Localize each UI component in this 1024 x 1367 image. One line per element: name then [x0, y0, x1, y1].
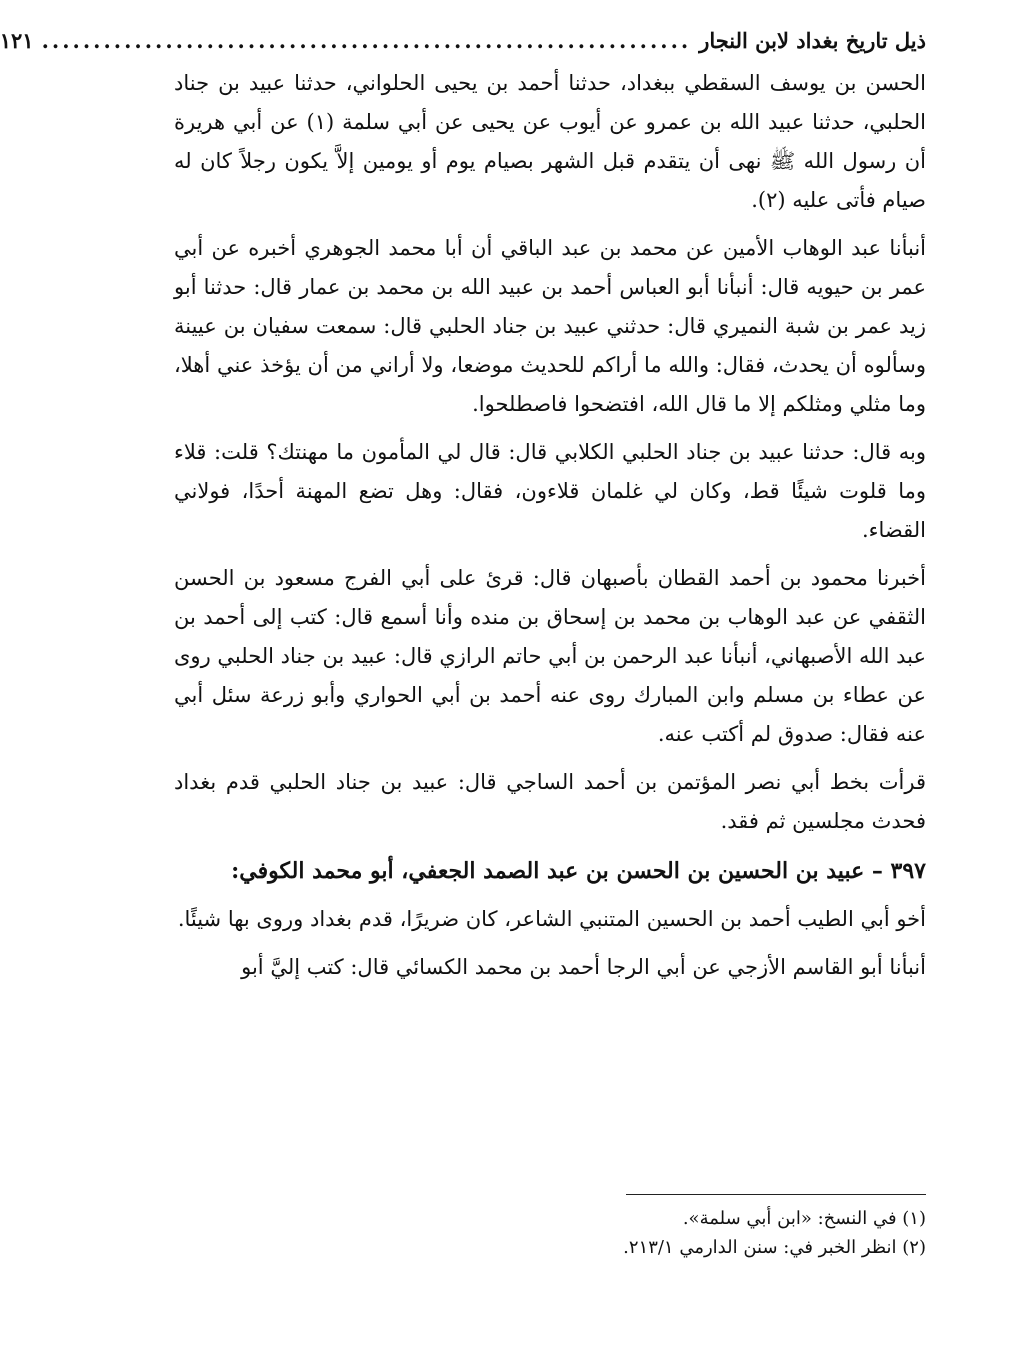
running-header — [0, 28, 926, 64]
paragraph-5 — [174, 763, 926, 841]
entry-heading: ٣٩٧ – عبيد بن الحسين بن الحسن بن عبد الصمد الجعفي، أبو محمد الكوفي: — [231, 858, 926, 884]
paragraph-text: وبه قال: حدثنا عبيد بن جناد الحلبي الكلابي قال: قال لي المأمون ما مهنتك؟ قلت: قلاء وما قلوت شيئًا قط، وكان لي غلمان قلاءون، فقال: وهل تضع المهنة أحدًا، فولاني القضاء. — [174, 440, 926, 542]
page-number: ١٢١ — [0, 28, 34, 53]
paragraph-text: أنبأنا أبو القاسم الأزجي عن أبي الرجا أحمد بن محمد الكسائي قال: كتب إليَّ أبو — [241, 955, 926, 979]
book-title: ذيل تاريخ بغداد لابن النجار — [699, 28, 926, 53]
paragraph-6 — [174, 900, 926, 939]
paragraph-text: أخو أبي الطيب أحمد بن الحسين المتنبي الشاعر، كان ضريرًا، قدم بغداد وروى بها شيئًا. — [177, 907, 926, 931]
paragraph-text: أنبأنا عبد الوهاب الأمين عن محمد بن عبد الباقي أن أبا محمد الجوهري أخبره عن أبي عمر بن حيويه قال: أنبأنا أبو العباس أحمد بن عبيد الله بن محمد بن عمار قال: حدثنا أبو زيد عمر بن شبة النميري قال: حدثني عبيد بن جناد الحلبي قال: سمعت سفيان بن عيينة وسألوه أن يحدث، فقال: والله ما أراكم للحديث موضعا، ولا أراني من أن يؤخذ عني أهلا، وما مثلي ومثلكم إلا ما قال الله، افتضحوا فاصطلحوا. — [174, 236, 926, 416]
footnote-divider — [626, 1194, 926, 1195]
paragraph-text: قرأت بخط أبي نصر المؤتمن بن أحمد الساجي قال: عبيد بن جناد الحلبي قدم بغداد فحدث مجلسين ثم فقد. — [174, 770, 926, 833]
footnote-1: (١) في النسخ: «ابن أبي سلمة». — [682, 1208, 926, 1229]
paragraph-3 — [174, 433, 926, 550]
leader-dots: ............................................................... — [41, 28, 692, 53]
footnotes — [174, 1204, 926, 1262]
book-page — [0, 28, 926, 1328]
paragraph-2 — [174, 229, 926, 424]
paragraph-7 — [174, 948, 926, 987]
paragraph-4 — [174, 559, 926, 754]
footnote-2: (٢) انظر الخبر في: سنن الدارمي ٢١٣/١. — [623, 1237, 926, 1258]
paragraph-text: أخبرنا محمود بن أحمد القطان بأصبهان قال: قرئ على أبي الفرج مسعود بن الحسن الثقفي عن عبد الوهاب بن محمد بن إسحاق بن منده وأنا أسمع قال: كتب إلى أحمد بن عبد الله الأصبهاني، أنبأنا عبد الرحمن بن أبي حاتم الرازي قال: عبيد بن جناد الحلبي روى عن عطاء بن مسلم وابن المبارك روى عنه أحمد بن أبي الحواري وأبو زرعة سئل أبي عنه فقال: صدوق لم أكتب عنه. — [174, 566, 926, 746]
paragraph-1 — [174, 64, 926, 220]
paragraph-text: الحسن بن يوسف السقطي ببغداد، حدثنا أحمد بن يحيى الحلواني، حدثنا عبيد بن جناد الحلبي، حدثنا عبيد الله بن عمرو عن أيوب عن يحيى عن أبي سلمة (١) عن أبي هريرة أن رسول الله ﷺ نهى أن يتقدم قبل الشهر بصيام يوم أو يومين إلاَّ يكون رجلاً كان له صيام فأتى عليه (٢). — [174, 71, 926, 212]
